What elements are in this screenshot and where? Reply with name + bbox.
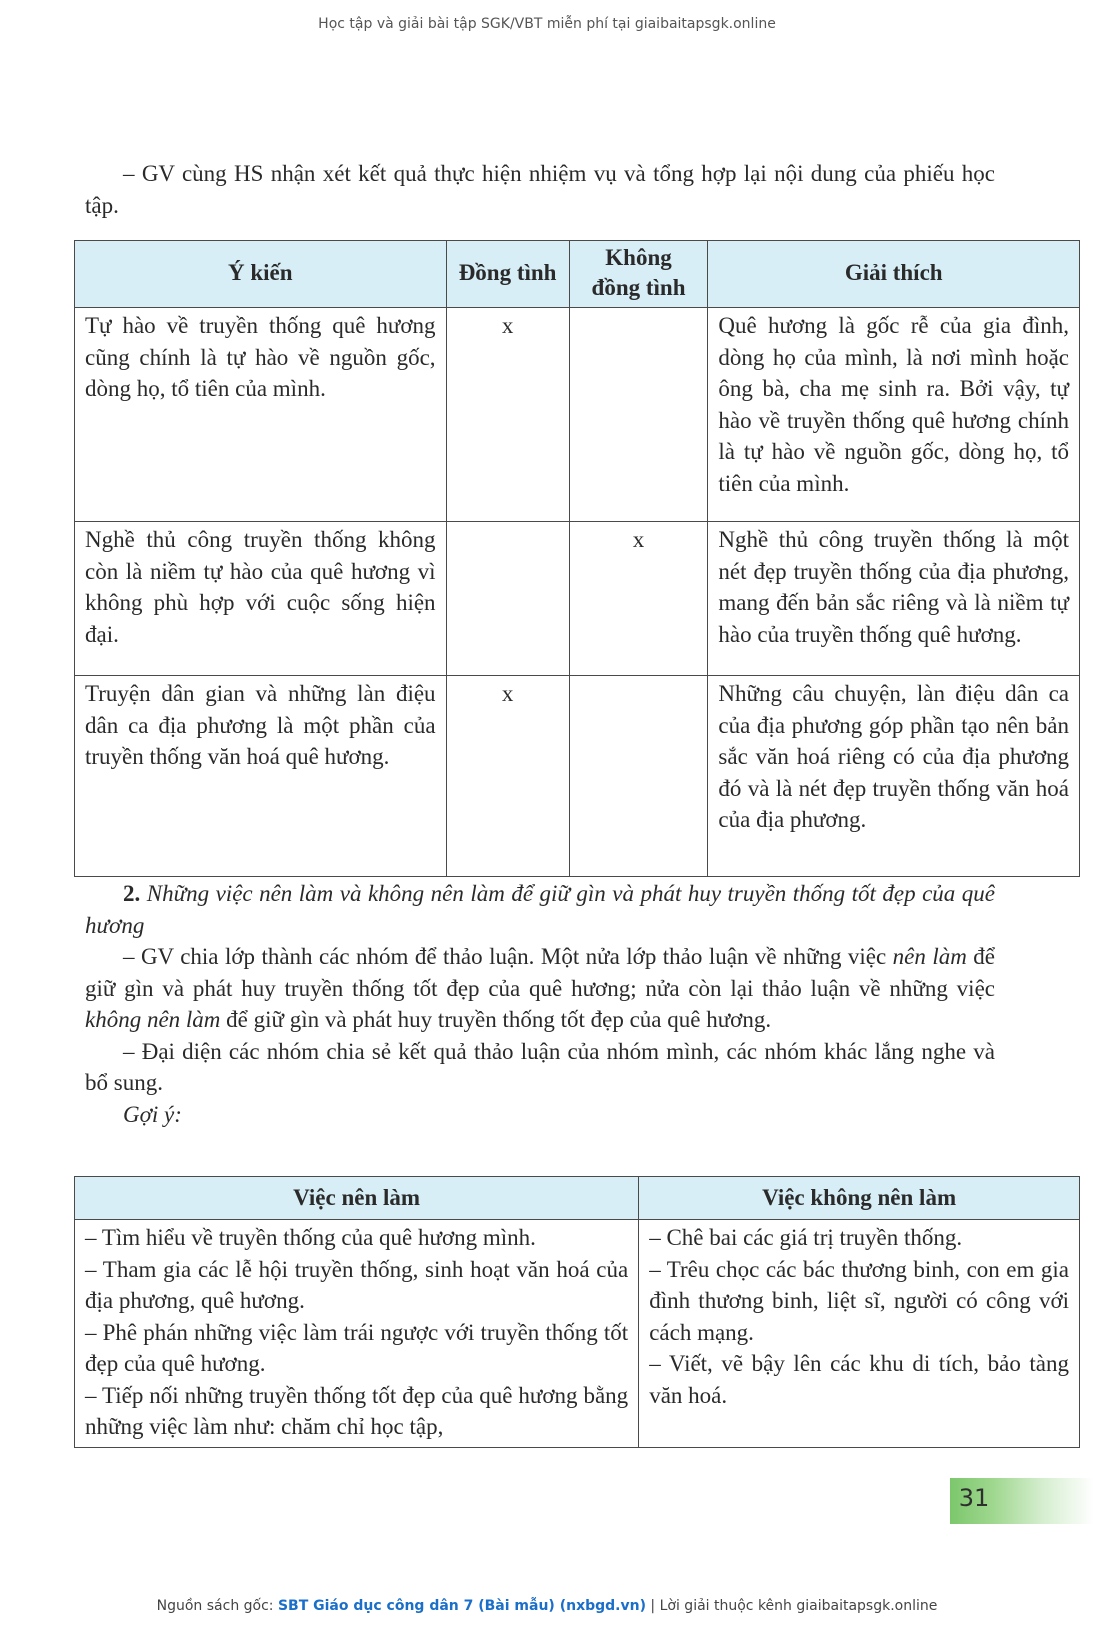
list-item: – Viết, vẽ bậy lên các khu di tích, bảo tàng văn hoá. [649, 1351, 1069, 1408]
top-banner: Học tập và giải bài tập SGK/VBT miễn phí tại giaibaitapsgk.online [318, 16, 776, 32]
page-number: 31 [958, 1484, 990, 1512]
opinion-cell: Nghề thủ công truyền thống không còn là niềm tự hào của quê hương vì không phù hợp với cuộc sống hiện đại. [75, 522, 447, 676]
intro-paragraph: – GV cùng HS nhận xét kết quả thực hiện nhiệm vụ và tổng hợp lại nội dung của phiếu học tập. [85, 161, 995, 218]
p1-text-c: để giữ gìn và phát huy truyền thống tốt đẹp của quê hương. [220, 1007, 772, 1032]
p1-text-b: để giữ gìn và phát huy truyền thống tốt đẹp của quê hương; nửa còn lại thảo luận về những việc [85, 944, 995, 1001]
section-number: 2. [123, 881, 141, 906]
list-item: – Tham gia các lễ hội truyền thống, sinh hoạt văn hoá của địa phương, quê hương. [85, 1256, 629, 1313]
list-item: – Phê phán những việc làm trái ngược với truyền thống tốt đẹp của quê hương. [85, 1319, 629, 1376]
hint-text: Gợi ý: [123, 1101, 182, 1127]
opinion-cell: Truyện dân gian và những làn điệu dân ca địa phương là một phần của truyền thống văn hoá quê hương. [75, 676, 447, 877]
disagree-mark: x [569, 522, 708, 676]
opinion-table [74, 240, 1080, 877]
p1-emphasis-should-not: không nên làm [85, 1007, 221, 1032]
list-item: – Tìm hiểu về truyền thống của quê hương mình. [85, 1225, 536, 1250]
p1-text-a: – GV chia lớp thành các nhóm để thảo luận. Một nửa lớp thảo luận về những việc [123, 944, 893, 969]
opinion-cell: Tự hào về truyền thống quê hương cũng chính là tự hào về nguồn gốc, dòng họ, tổ tiên của mình. [75, 308, 447, 522]
list-item: – Tiếp nối những truyền thống tốt đẹp của quê hương bằng những việc làm như: chăm chỉ học tập, [85, 1382, 629, 1439]
disagree-mark [569, 676, 708, 877]
header-should: Việc nên làm [75, 1177, 639, 1220]
section-2-heading [85, 878, 995, 941]
agree-mark: x [446, 308, 569, 522]
table-row [75, 308, 1080, 522]
section-title: Những việc nên làm và không nên làm để giữ gìn và phát huy truyền thống tốt đẹp của quê hương [85, 881, 995, 938]
header-agree: Đồng tình [446, 241, 569, 308]
header-should-not: Việc không nên làm [639, 1177, 1080, 1220]
section-2 [85, 878, 995, 1130]
should-not-list [639, 1220, 1080, 1448]
list-item: – Chê bai các giá trị truyền thống. [649, 1225, 963, 1250]
agree-mark: x [446, 676, 569, 877]
footer-suffix: | Lời giải thuộc kênh giaibaitapsgk.online [645, 1598, 938, 1614]
should-list [75, 1220, 639, 1448]
explanation-cell: Quê hương là gốc rễ của gia đình, dòng họ của mình, là nơi mình hoặc ông bà, cha mẹ sinh ra. Bởi vậy, tự hào về truyền thống quê hương chính là tự hào về nguồn gốc, dòng họ, tổ tiên của mình. [708, 308, 1080, 522]
explanation-cell: Những câu chuyện, làn điệu dân ca của địa phương góp phần tạo nên bản sắc văn hoá riêng có của địa phương đó và là nét đẹp truyền thống văn hoá của địa phương. [708, 676, 1080, 877]
section-2-paragraph-1 [85, 941, 995, 1036]
header-disagree: Không đồng tình [569, 241, 708, 308]
table-row [75, 676, 1080, 877]
source-link[interactable]: SBT Giáo dục công dân 7 (Bài mẫu) (nxbgd.vn) [277, 1598, 646, 1614]
p1-emphasis-should: nên làm [892, 944, 967, 969]
footer-prefix: Nguồn sách gốc: [156, 1598, 278, 1614]
explanation-cell: Nghề thủ công truyền thống là một nét đẹp truyền thống của địa phương, mang đến bản sắc riêng và là niềm tự hào của truyền thống quê hương. [708, 522, 1080, 676]
dos-donts-header [75, 1177, 1080, 1220]
header-opinion: Ý kiến [75, 241, 447, 308]
agree-mark [446, 522, 569, 676]
dos-donts-table [74, 1176, 1080, 1448]
footer [0, 1598, 1094, 1614]
disagree-mark [569, 308, 708, 522]
hint-label [85, 1099, 995, 1131]
section-2-paragraph-2: – Đại diện các nhóm chia sẻ kết quả thảo luận của nhóm mình, các nhóm khác lắng nghe và bổ sung. [85, 1038, 995, 1095]
list-item: – Trêu chọc các bác thương binh, con em gia đình thương binh, liệt sĩ, người có công với cách mạng. [649, 1256, 1069, 1345]
header-explanation: Giải thích [708, 241, 1080, 308]
table-row [75, 522, 1080, 676]
table-row [75, 1220, 1080, 1448]
opinion-table-header [75, 241, 1080, 308]
